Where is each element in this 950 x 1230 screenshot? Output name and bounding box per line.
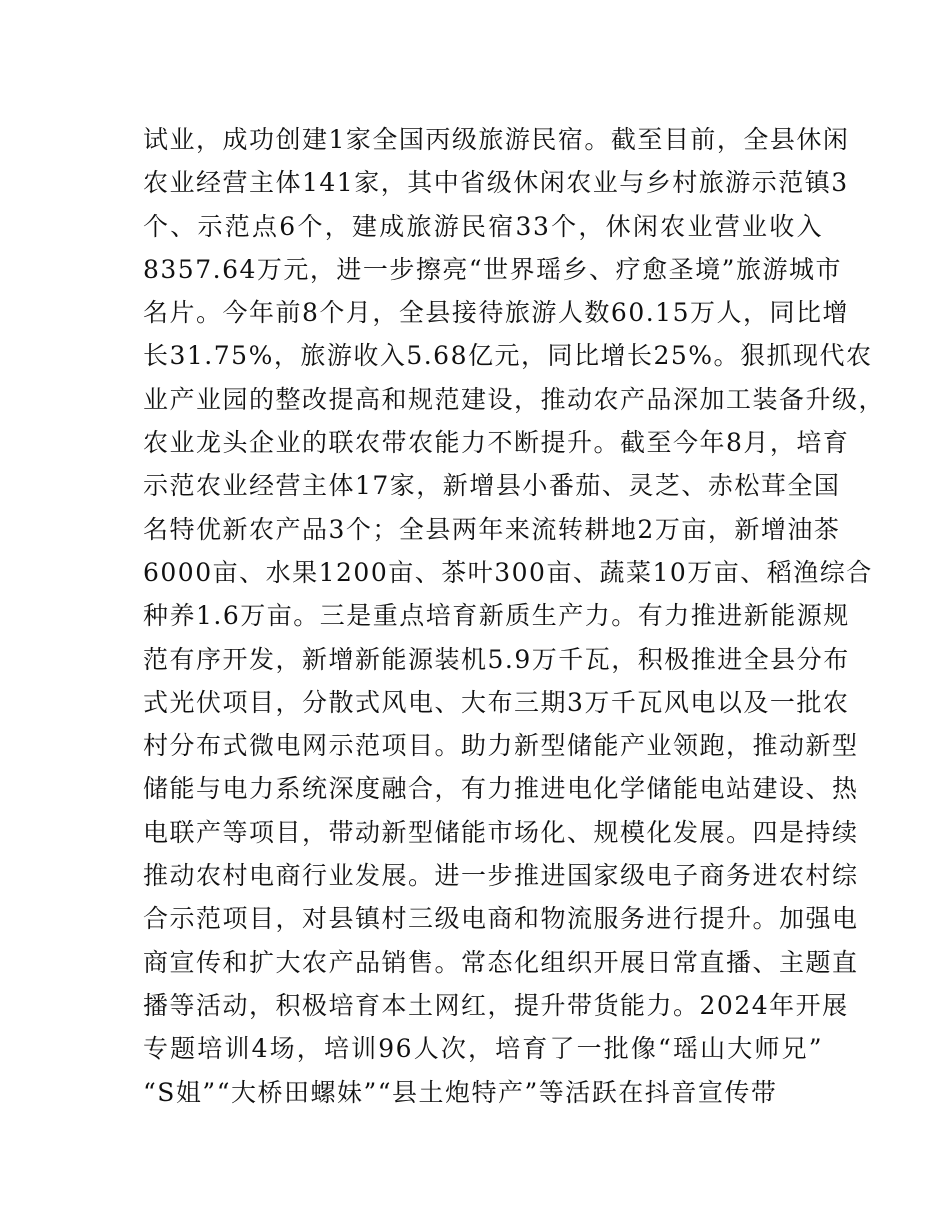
text-line: 6000亩、水果1200亩、茶叶300亩、蔬菜10万亩、稻渔综合 — [143, 557, 873, 587]
text-line: “S姐”“大桥田螺妹”“县土炮特产”等活跃在抖音宣传带 — [143, 1077, 778, 1107]
text-line: 种养1.6万亩。三是重点培育新质生产力。有力推进新能源规 — [143, 601, 850, 631]
text-line: 农业经营主体141家，其中省级休闲农业与乡村旅游示范镇3 — [143, 168, 849, 198]
text-line: 电联产等项目，带动新型储能市场化、规模化发展。四是持续 — [143, 817, 859, 847]
text-line: 村分布式微电网示范项目。助力新型储能产业领跑，推动新型 — [143, 731, 859, 761]
text-line: 试业，成功创建1家全国丙级旅游民宿。截至目前，全县休闲 — [143, 125, 850, 154]
text-line: 8357.64万元，进一步擦亮“世界瑶乡、疗愈圣境”旅游城市 — [143, 254, 842, 284]
text-line: 推动农村电商行业发展。进一步推进国家级电子商务进农村综 — [143, 861, 859, 891]
text-line: 名片。今年前8个月，全县接待旅游人数60.15万人，同比增 — [143, 298, 849, 328]
text-line: 长31.75%，旅游收入5.68亿元，同比增长25%。狠抓现代农 — [143, 341, 873, 371]
text-line: 示范农业经营主体17家，新增县小番茄、灵芝、赤松茸全国 — [143, 471, 841, 501]
text-line: 式光伏项目，分散式风电、大布三期3万千瓦风电以及一批农 — [143, 687, 850, 717]
text-line: 储能与电力系统深度融合，有力推进电化学储能电站建设、热 — [143, 774, 859, 804]
text-line: 名特优新农产品3个；全县两年来流转耕地2万亩，新增油茶 — [143, 514, 841, 544]
text-line: 专题培训4场，培训96人次，培育了一批像“瑶山大师兄” — [143, 1034, 823, 1064]
text-line: 商宣传和扩大农产品销售。常态化组织开展日常直播、主题直 — [143, 947, 859, 977]
text-line: 合示范项目，对县镇村三级电商和物流服务进行提升。加强电 — [143, 904, 859, 934]
text-line: 业产业园的整改提高和规范建设，推动农产品深加工装备升级， — [143, 384, 886, 414]
text-line: 农业龙头企业的联农带农能力不断提升。截至今年8月，培育 — [143, 428, 850, 458]
text-line: 范有序开发，新增新能源装机5.9万千瓦，积极推进全县分布 — [143, 644, 850, 674]
body-paragraph — [143, 118, 886, 1114]
text-line: 播等活动，积极培育本土网红，提升带货能力。2024年开展 — [143, 990, 849, 1020]
text-line: 个、示范点6个，建成旅游民宿33个，休闲农业营业收入 — [143, 211, 823, 241]
